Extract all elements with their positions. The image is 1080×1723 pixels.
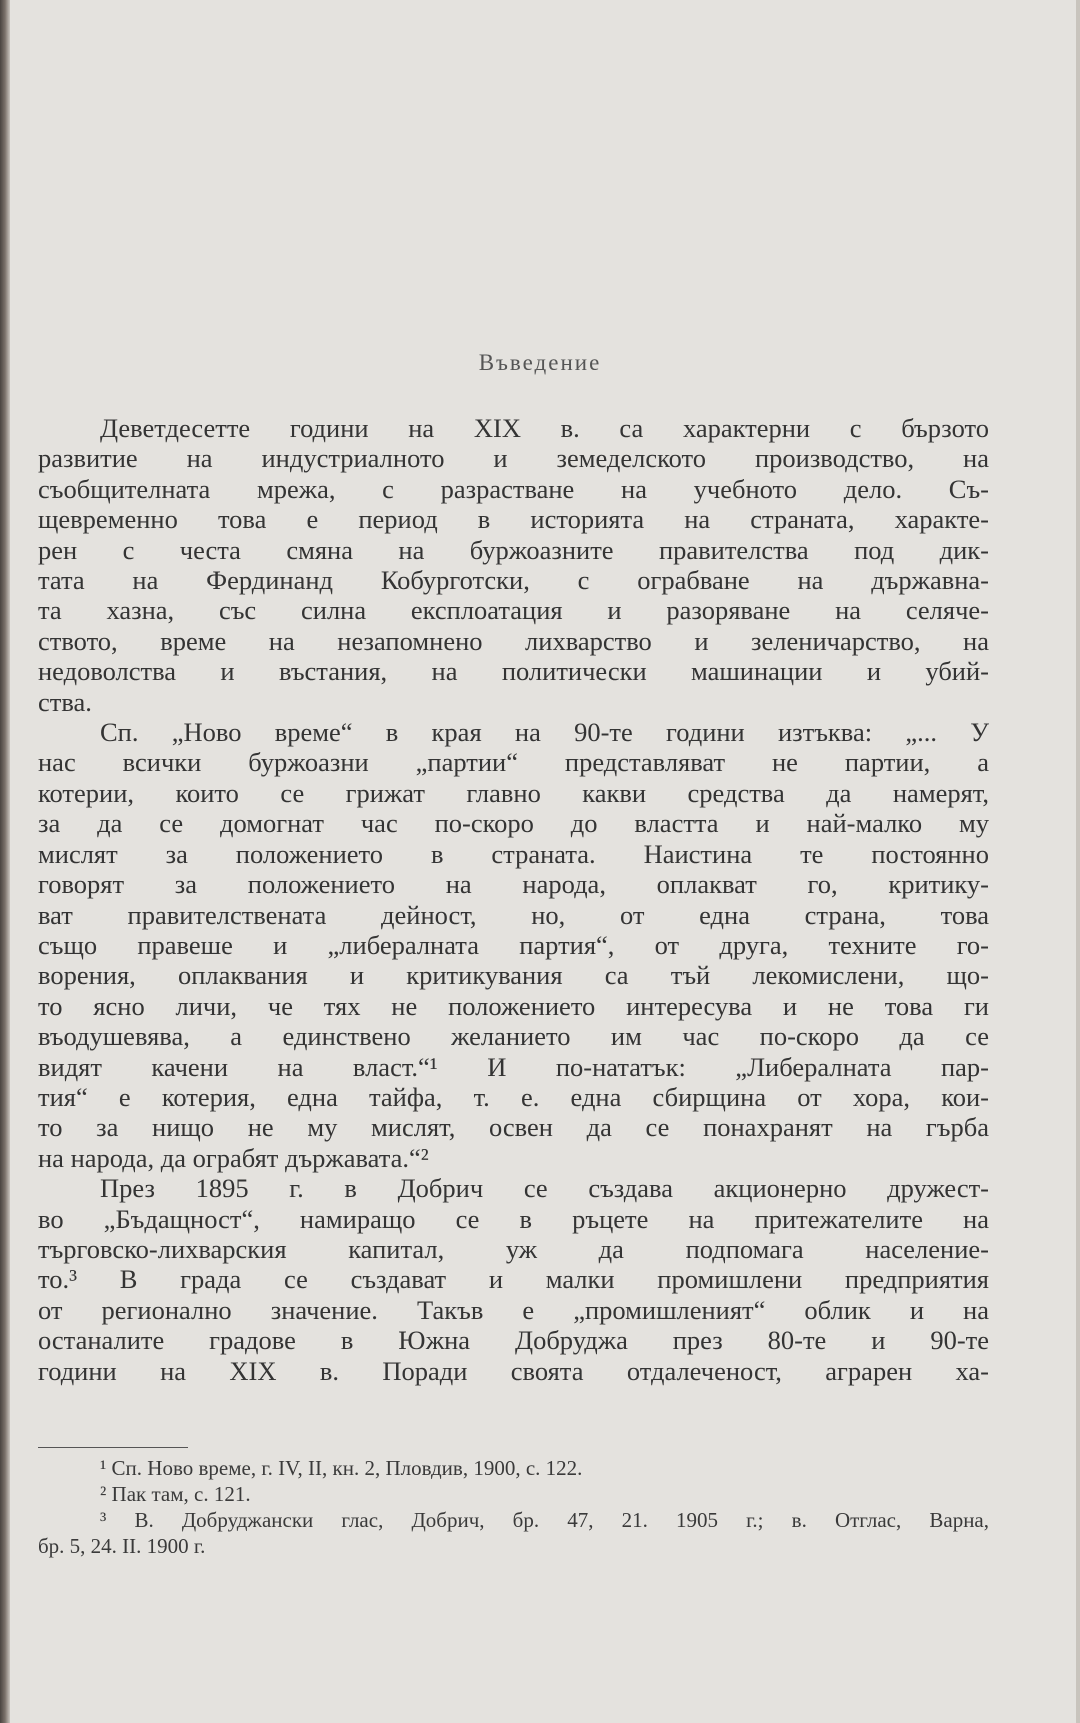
page-title: Въведение [478, 350, 602, 375]
text-line: Деветдесетте години на XIX в. са характерни с бързото [100, 413, 989, 443]
text-line: та хазна, със силна експлоатация и разоряване на селяче- [38, 595, 989, 626]
text-line: то за нищо не му мислят, освен да се понахранят на гърба [38, 1112, 989, 1143]
paragraph-2 [38, 717, 989, 1173]
footnote-separator [38, 1447, 188, 1448]
footnote-3-continuation: бр. 5, 24. II. 1900 г. [38, 1534, 206, 1558]
text-line: за да се домогнат час по-скоро до властта и най-малко му [38, 808, 989, 839]
text-line: развитие на индустриалното и земеделското производство, на [38, 443, 989, 474]
text-line: то ясно личи, че тях не положението интересува и не това ги [38, 990, 989, 1021]
text-line: котерии, които се грижат главно какви средства да намерят, [38, 777, 989, 808]
text-line: Сп. „Ново време“ в края на 90-те години изтъква: „... У [100, 717, 989, 748]
page-binding-edge [0, 0, 10, 1723]
text-line: търговско-лихварския капитал, уж да подпомага население- [38, 1233, 989, 1264]
text-line: въодушевява, а единствено желанието им час по-скоро да се [38, 1021, 989, 1052]
text-line: ства. [38, 686, 92, 717]
footnote-1: ¹ Сп. Ново време, г. IV, II, кн. 2, Пловдив, 1900, с. 122. [100, 1456, 583, 1480]
text-line: от регионално значение. Такъв е „промишленият“ облик и на [38, 1294, 989, 1325]
paragraph-3 [38, 1173, 989, 1386]
text-line: нас всички буржоазни „партии“ представляват не партии, а [38, 747, 989, 778]
text-line: мислят за положението в страната. Наистина те постоянно [38, 838, 989, 869]
page-right-edge [1076, 0, 1080, 1723]
body-text [38, 413, 989, 1386]
text-line: тия“ е котерия, една тайфа, т. е. една сбирщина от хора, кои- [38, 1081, 989, 1112]
footnotes [38, 1455, 989, 1559]
text-line: ството, време на незапомнено лихварство и зеленичарство, на [38, 625, 989, 656]
text-line: ват правителствената дейност, но, от една страна, това [38, 899, 989, 930]
paragraph-1 [38, 413, 989, 717]
text-line: недоволства и въстания, на политически машинации и убий- [38, 656, 989, 687]
text-line: видят качени на власт.“¹ И по-нататък: „Либералната пар- [38, 1051, 989, 1082]
footnote-3: ³ В. Добруджански глас, Добрич, бр. 47, 21. 1905 г.; в. Отглас, Варна, [100, 1508, 989, 1532]
footnote-2: ² Пак там, с. 121. [100, 1482, 251, 1506]
text-line: съобщителната мрежа, с разрастване на учебното дело. Съ- [38, 473, 989, 504]
text-line: то.³ В града се създават и малки промишлени предприятия [38, 1264, 989, 1295]
text-line: ворения, оплаквания и критикувания са тъй лекомислени, що- [38, 960, 989, 991]
text-line: останалите градове в Южна Добруджа през 80-те и 90-те [38, 1325, 989, 1356]
text-line: во „Бъдащност“, намиращо се в ръцете на притежателите на [38, 1203, 989, 1234]
text-line: щевременно това е период в историята на страната, характе- [38, 504, 989, 535]
text-line: години на XIX в. Поради своята отдалеченост, аграрен ха- [38, 1355, 989, 1386]
text-line: През 1895 г. в Добрич се създава акционерно дружест- [100, 1173, 989, 1204]
text-line: също правеше и „либералната партия“, от друга, техните го- [38, 929, 989, 960]
text-line: тата на Фердинанд Кобурготски, с ограбване на държавна- [38, 565, 989, 596]
text-line: рен с честа смяна на буржоазните правителства под дик- [38, 534, 989, 565]
text-line: говорят за положението на народа, оплакват го, критику- [38, 869, 989, 900]
text-line: на народа, да ограбят държавата.“² [38, 1142, 429, 1173]
